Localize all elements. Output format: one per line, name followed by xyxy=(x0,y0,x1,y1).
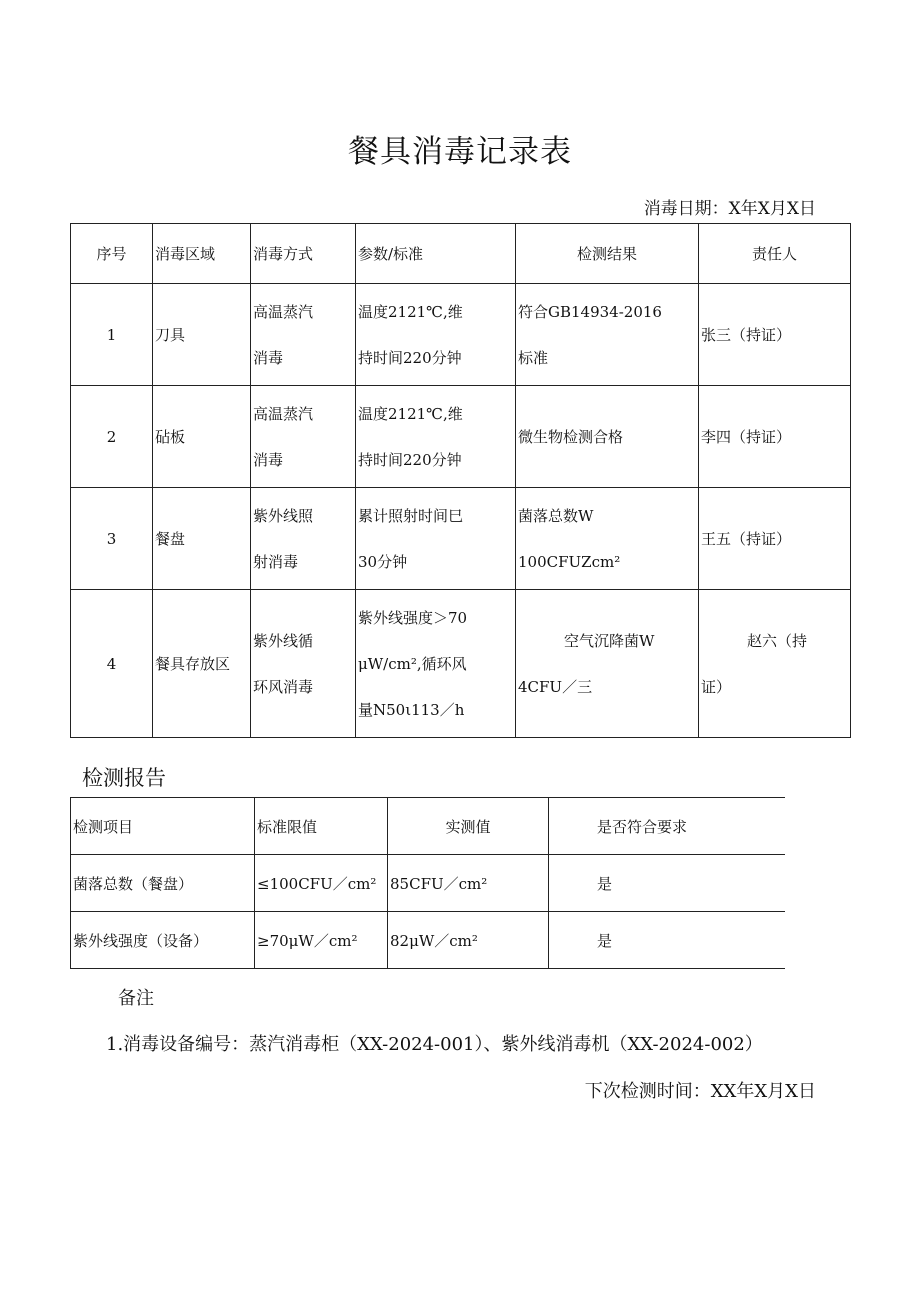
row-number: 2 xyxy=(71,386,153,488)
cell-line: 温度2121℃,维 xyxy=(358,302,463,321)
header-cell: 标准限值 xyxy=(255,798,388,855)
report-table-header xyxy=(71,798,785,855)
param-cell xyxy=(356,386,516,488)
cell-line: 王五（持证） xyxy=(701,529,792,548)
cell-line: 4CFU／三 xyxy=(518,677,593,696)
param-cell xyxy=(356,488,516,590)
table-row xyxy=(71,590,851,738)
cell-line: 标准 xyxy=(518,348,549,367)
report-cell: 菌落总数（餐盘） xyxy=(71,855,255,912)
cell-line: 证） xyxy=(701,677,732,696)
cell-line: 符合GB14934-2016 xyxy=(518,302,662,321)
next-check-date: 下次检测时间：XX年X月X日 xyxy=(584,1081,816,1102)
test-report-table xyxy=(70,797,785,969)
cell-line: 量N50ι113／h xyxy=(358,700,465,719)
area-cell: 餐具存放区 xyxy=(153,590,251,738)
cell-line: 射消毒 xyxy=(253,552,299,571)
header-cell: 消毒方式 xyxy=(251,224,356,284)
table-row xyxy=(71,488,851,590)
area-cell: 刀具 xyxy=(153,284,251,386)
cell-line: 空气沉降菌W xyxy=(564,631,655,650)
cell-line: 紫外线照 xyxy=(253,506,314,525)
cell-line: 张三（持证） xyxy=(701,325,792,344)
result-cell xyxy=(516,488,699,590)
person-cell xyxy=(699,590,851,738)
cell-line: 消毒 xyxy=(253,348,284,367)
area-cell: 砧板 xyxy=(153,386,251,488)
cell-line: 持时间220分钟 xyxy=(358,348,462,367)
page-title: 餐具消毒记录表 xyxy=(348,134,572,170)
cell-line: μW/cm²,循环风 xyxy=(358,654,467,673)
header-cell: 实测值 xyxy=(388,798,549,855)
header-cell: 责任人 xyxy=(699,224,851,284)
table-row xyxy=(71,855,785,912)
table-row xyxy=(71,284,851,386)
report-section-title: 检测报告 xyxy=(82,766,166,790)
result-cell xyxy=(516,386,699,488)
report-cell: 85CFU／cm² xyxy=(388,855,549,912)
person-cell xyxy=(699,488,851,590)
method-cell xyxy=(251,284,356,386)
report-cell: ≥70μW／cm² xyxy=(255,912,388,969)
cell-line: 赵六（持 xyxy=(747,631,808,650)
header-cell: 检测项目 xyxy=(71,798,255,855)
row-number: 1 xyxy=(71,284,153,386)
cell-line: 紫外线循 xyxy=(253,631,314,650)
cell-line: 高温蒸汽 xyxy=(253,302,314,321)
remarks-line: 1.消毒设备编号：蒸汽消毒柜（XX-2024-001）、紫外线消毒机（XX-2024-002） xyxy=(106,1034,763,1055)
cell-line: 紫外线强度＞70 xyxy=(358,608,468,627)
person-cell xyxy=(699,284,851,386)
table-row xyxy=(71,912,785,969)
header-cell: 检测结果 xyxy=(516,224,699,284)
cell-line: 菌落总数W xyxy=(518,506,594,525)
report-cell: 紫外线强度（设备） xyxy=(71,912,255,969)
area-cell: 餐盘 xyxy=(153,488,251,590)
cell-line: 环风消毒 xyxy=(253,677,314,696)
header-cell: 序号 xyxy=(71,224,153,284)
cell-line: 消毒 xyxy=(253,450,284,469)
header-cell: 是否符合要求 xyxy=(549,798,785,855)
remarks-label: 备注 xyxy=(118,988,154,1009)
cell-line: 30分钟 xyxy=(358,552,408,571)
person-cell xyxy=(699,386,851,488)
cell-line: 微生物检测合格 xyxy=(518,427,624,446)
report-cell: 82μW／cm² xyxy=(388,912,549,969)
param-cell xyxy=(356,590,516,738)
disinfection-date: 消毒日期：X年X月X日 xyxy=(643,199,816,219)
header-cell: 参数/标准 xyxy=(356,224,516,284)
method-cell xyxy=(251,590,356,738)
row-number: 4 xyxy=(71,590,153,738)
row-number: 3 xyxy=(71,488,153,590)
cell-line: 李四（持证） xyxy=(701,427,792,446)
table-row xyxy=(71,386,851,488)
cell-line: 温度2121℃,维 xyxy=(358,404,463,423)
record-table-header xyxy=(71,224,851,284)
report-cell: 是 xyxy=(549,855,785,912)
param-cell xyxy=(356,284,516,386)
cell-line: 高温蒸汽 xyxy=(253,404,314,423)
header-cell: 消毒区域 xyxy=(153,224,251,284)
report-cell: ≤100CFU／cm² xyxy=(255,855,388,912)
result-cell xyxy=(516,284,699,386)
cell-line: 100CFUZcm² xyxy=(518,552,621,571)
method-cell xyxy=(251,488,356,590)
cell-line: 持时间220分钟 xyxy=(358,450,462,469)
cell-line: 累计照射时间巳 xyxy=(358,506,464,525)
result-cell xyxy=(516,590,699,738)
method-cell xyxy=(251,386,356,488)
report-cell: 是 xyxy=(549,912,785,969)
disinfection-record-table xyxy=(70,223,851,738)
